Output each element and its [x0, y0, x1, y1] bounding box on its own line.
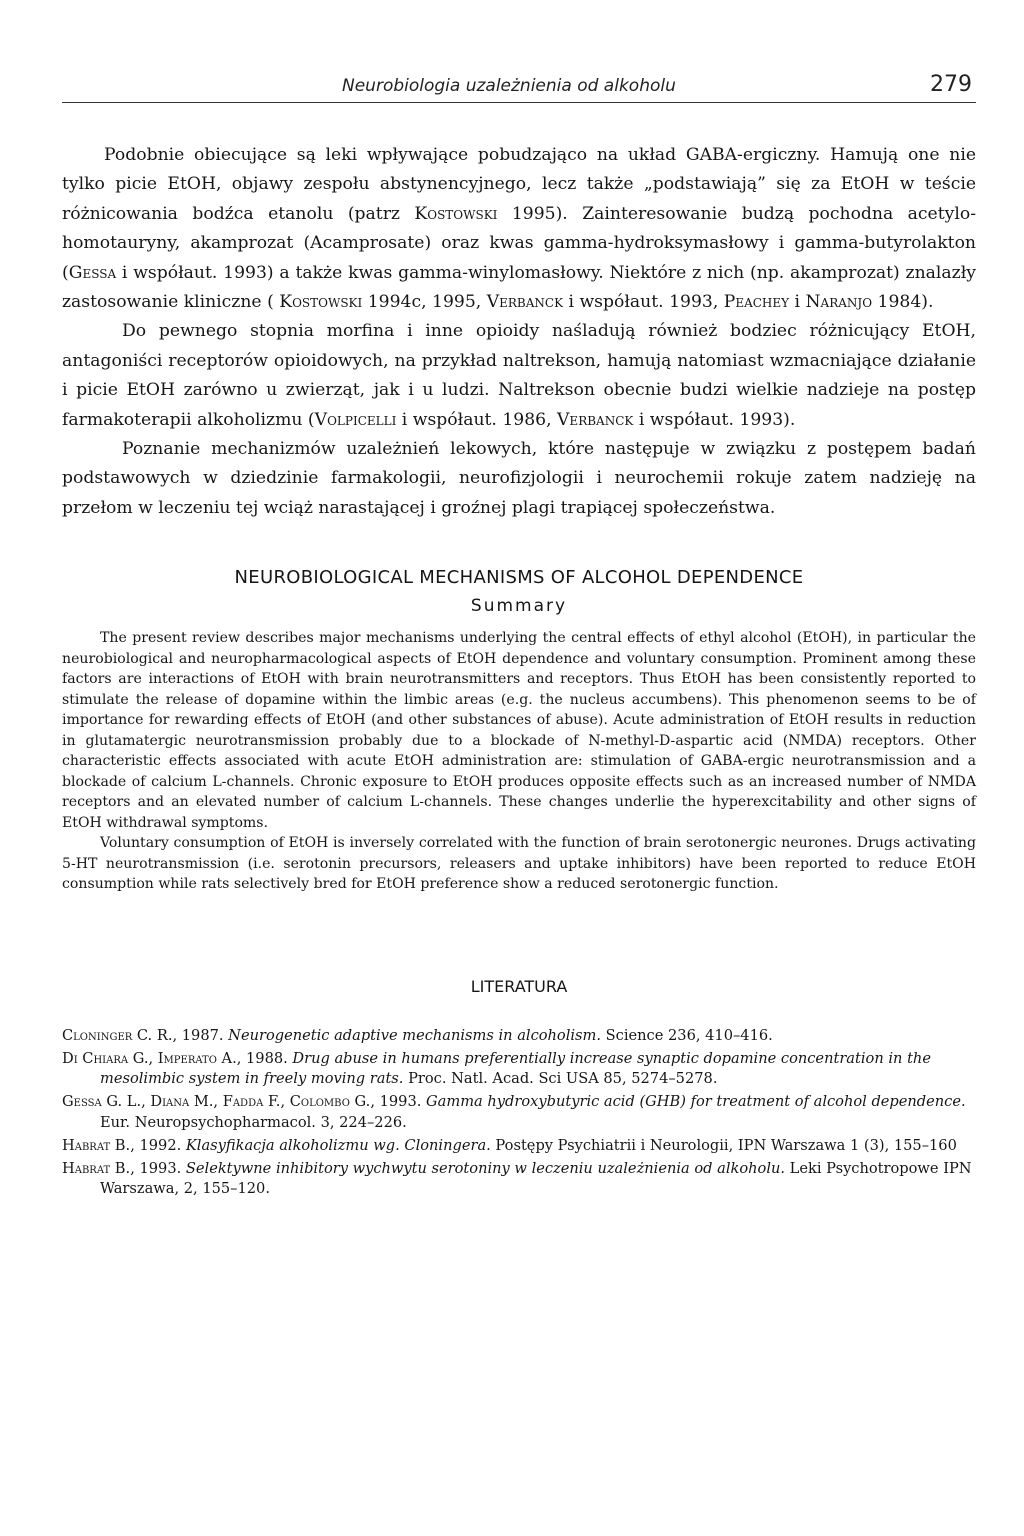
- ref-title: Neurogenetic adaptive mechanisms in alcoholism.: [228, 1026, 602, 1044]
- ref-authors: Habrat B.: [62, 1159, 131, 1177]
- running-header: [62, 72, 976, 103]
- author-name: Naranjo: [805, 292, 873, 313]
- author-name: Kostowski: [279, 292, 363, 313]
- text-run: Podobnie obiecujące są leki wpływające pobudzająco na układ GABA-ergiczny. Hamują one nie tylko picie EtOH, objawy zespołu abstynencyjnego, lecz także „podstawiają” się za EtOH w teście różnicowania bodźca etanolu (patrz: [62, 145, 976, 224]
- body-paragraph: [62, 317, 976, 435]
- ref-year: , 1993.: [370, 1093, 427, 1111]
- ref-year: , 1992.: [130, 1136, 186, 1154]
- author-name: Verbanck: [486, 292, 564, 313]
- ref-authors: Gessa G. L., Diana M., Fadda F., Colombo G.: [62, 1093, 371, 1111]
- text-run: i współaut. 1993).: [633, 409, 796, 430]
- reference-item: [62, 1136, 976, 1157]
- reference-item: [62, 1092, 976, 1134]
- summary-paragraph: The present review describes major mechanisms underlying the central effects of ethyl alcohol (EtOH), in particular the neurobiological and neuropharmacological aspects of EtOH dependence and voluntary consumption. Prominent among these factors are interactions of EtOH with brain neurotransmitters and receptors. Thus EtOH has been consistently reported to stimulate the release of dopamine within the limbic areas (e.g. the nucleus accumbens). This phenomenon seems to be of importance for rewarding effects of EtOH (and other substances of abuse). Acute administration of EtOH results in reduction in glutamatergic neurotransmission probably due to a blockade of N-methyl-D-aspartic acid (NMDA) receptors. Other characteristic effects associated with acute EtOH administration are: stimulation of GABA-ergic neurotransmission and a blockade of calcium L-channels. Chronic exposure to EtOH produces opposite effects such as an increased number of NMDA receptors and an elevated number of calcium L-channels. These changes underlie the hyperexcitability and other signs of EtOH withdrawal symptoms.: [62, 630, 976, 831]
- text-run: i współaut. 1986,: [396, 409, 558, 430]
- body-paragraph: Poznanie mechanizmów uzależnień lekowych, które następuje w związku z postępem badań podstawowych w dziedzinie farmakologii, neurofizjologii i neurochemii rokuje zatem nadzieję na przełom w leczeniu tej wciąż narastającej i groźnej plagi trapiącej społeczeństwa.: [62, 439, 976, 518]
- author-name: Volpicelli: [314, 409, 397, 430]
- ref-source: Eur. Neuropsychopharmacol. 3, 224–226.: [100, 1113, 407, 1131]
- author-name: Gessa: [68, 262, 117, 283]
- text-run: i współaut. 1993) a także kwas gamma-winylomasłowy. Niektóre z nich (np. akamprozat) znalazły zastosowanie kliniczne (: [62, 262, 976, 313]
- ref-authors: Di Chiara G., Imperato A.: [62, 1049, 237, 1067]
- text-run: 1995). Zainteresowanie budzą pochodna acetylo-homotauryny, akamprozat (Acamprosate) oraz kwas gamma-hydroksymasłowy i gamma-butyrolakton (: [62, 203, 976, 283]
- ref-title: Selektywne inhibitory wychwytu serotoniny w leczeniu uzależnienia od alkoholu.: [185, 1159, 786, 1177]
- running-title: Neurobiologia uzależnienia od alkoholu: [342, 76, 676, 96]
- ref-year: , 1987.: [172, 1026, 229, 1044]
- ref-source: Science 236, 410–416.: [601, 1026, 773, 1044]
- text-run: 1984).: [872, 292, 934, 313]
- summary-text: [62, 628, 976, 895]
- reference-item: [62, 1026, 976, 1047]
- author-name: Peachey: [723, 292, 790, 313]
- reference-list: [62, 1026, 976, 1200]
- summary-label: Summary: [470, 596, 568, 617]
- ref-title: Drug abuse in humans preferentially increase synaptic dopamine concentration in the mesolimbic system in freely moving rats.: [100, 1049, 931, 1088]
- text-run: 1994c, 1995,: [362, 292, 487, 313]
- text-run: Do pewnego stopnia morfina i inne opioidy naśladują również bodziec różnicujący EtOH, antagoniści receptorów opioidowych, na przykład naltrekson, hamują natomiast wzmacniające działanie i picie EtOH zarówno u zwierząt, jak i u ludzi. Naltrekson obecnie budzi wielkie nadzieje na postęp farmakoterapii alkoholizmu (: [62, 321, 976, 430]
- ref-source: Postępy Psychiatrii i Neurologii, IPN Warszawa 1 (3), 155–160: [490, 1136, 957, 1154]
- ref-source: Proc. Natl. Acad. Sci USA 85, 5274–5278.: [403, 1070, 718, 1088]
- ref-authors: Cloninger C. R.: [62, 1026, 173, 1044]
- polish-body-text: [62, 141, 976, 523]
- reference-item: [62, 1049, 976, 1091]
- body-paragraph: [62, 141, 976, 317]
- ref-title: Klasyfikacja alkoholizmu wg. Cloningera.: [185, 1136, 491, 1154]
- ref-authors: Habrat B.: [62, 1136, 131, 1154]
- author-name: Kostowski: [414, 203, 498, 224]
- text-run: i współaut. 1993,: [563, 292, 724, 313]
- references-heading: LITERATURA: [470, 976, 568, 996]
- summary-paragraph: Voluntary consumption of EtOH is inversely correlated with the function of brain serotonergic neurones. Drugs activating 5-HT neurotransmission (i.e. serotonin precursors, releasers and uptake inhibitors) have been reported to reduce EtOH consumption while rats selectively bred for EtOH preference show a reduced serotonergic function.: [62, 835, 976, 893]
- document-page: [62, 72, 976, 1202]
- author-name: Verbanck: [557, 409, 634, 430]
- reference-item: [62, 1159, 976, 1201]
- text-run: i: [789, 292, 806, 313]
- ref-year: , 1993.: [130, 1159, 186, 1177]
- page-number: 279: [930, 72, 972, 97]
- ref-year: , 1988.: [236, 1049, 293, 1067]
- ref-source: Leki Psychotropowe IPN Warszawa, 2, 155–120.: [100, 1159, 972, 1198]
- ref-title: Gamma hydroxybutyric acid (GHB) for treatment of alcohol dependence.: [426, 1093, 966, 1111]
- summary-heading: NEUROBIOLOGICAL MECHANISMS OF ALCOHOL DEPENDENCE: [234, 567, 804, 589]
